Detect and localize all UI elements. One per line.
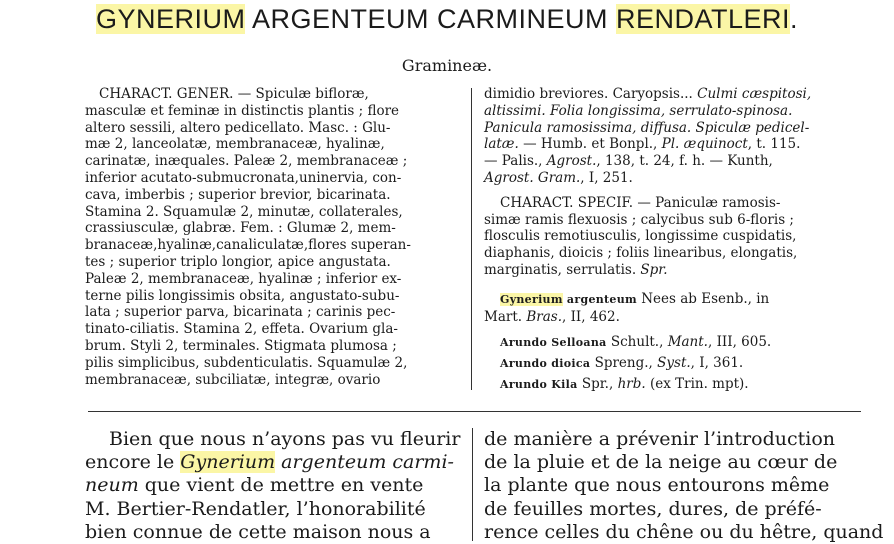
text-run-italic: neum bbox=[85, 474, 139, 497]
synonym-ref: , I, 361. bbox=[690, 355, 744, 372]
title-cultivar: RENDATLERI bbox=[616, 4, 791, 34]
text-line: mæ 2, lanceolatæ, membranaceæ, hyalinæ, bbox=[85, 136, 385, 153]
synonym-author: Mart. bbox=[484, 308, 527, 325]
text-line bbox=[484, 136, 862, 153]
text-line: lata ; superior parva, bicarinata ; carinis pec- bbox=[85, 304, 396, 321]
text-line bbox=[85, 474, 465, 497]
synonym-line bbox=[484, 309, 862, 326]
text-line: bien connue de cette maison nous a bbox=[85, 520, 431, 543]
text-line bbox=[484, 153, 862, 170]
text-line bbox=[484, 262, 862, 279]
text-line: la plante que nous entourons même bbox=[484, 474, 830, 497]
text-line bbox=[484, 103, 862, 120]
text-line: de manière a prévenir l’introduction bbox=[484, 428, 835, 450]
synonym-ref: (ex Trin. mpt). bbox=[645, 375, 749, 392]
synonym-ref: , II, 462. bbox=[562, 308, 620, 325]
text-line: crassiusculæ, glabræ. Fem. : Glumæ 2, mem- bbox=[85, 220, 396, 237]
title-species: ARGENTEUM CARMINEUM bbox=[245, 4, 616, 34]
text-line: cava, imberbis ; superior brevior, bicarinata. bbox=[85, 186, 391, 203]
text-line: CHARACT. SPECIF. — Paniculæ ramosis- bbox=[500, 194, 781, 211]
citation-work: Agrost. Gram. bbox=[484, 169, 581, 186]
family-name: Gramineæ. bbox=[401, 56, 493, 75]
text-line: terne pilis longissimis obsita, angustato-subu- bbox=[85, 287, 400, 304]
text-run: marginatis, serrulatis. bbox=[484, 261, 641, 278]
text-line: Paleæ 2, membranaceæ, hyalinæ ; inferior ex- bbox=[85, 270, 402, 287]
text-line bbox=[484, 170, 862, 187]
text-run-italic: argenteum carmi- bbox=[275, 451, 454, 474]
citation-author: — Humb. et Bonpl., bbox=[518, 136, 662, 153]
text-line: simæ ramis ﬂexuosis ; calycibus sub 6-ﬂoris ; bbox=[484, 211, 794, 228]
text-line: carinatæ, inæquales. Paleæ 2, membranaceæ ; bbox=[85, 153, 408, 170]
text-line: masculæ et feminæ in distinctis plantis ; ﬂore bbox=[85, 102, 400, 119]
synonym-author: Spr., bbox=[577, 375, 618, 392]
citation-ref: , 138, t. 24, f. h. — Kunth, bbox=[596, 153, 773, 170]
synonym-line bbox=[484, 355, 862, 373]
synonym-line bbox=[484, 376, 862, 394]
title-genus: GYNERIUM bbox=[95, 4, 246, 34]
citation-ref: , I, 251. bbox=[580, 169, 633, 186]
text-run: encore le bbox=[85, 451, 181, 474]
text-line bbox=[85, 451, 465, 474]
generic-characters-column bbox=[85, 86, 461, 388]
synonym-name: Arundo dioica bbox=[500, 357, 591, 371]
citation-ref: , t. 115. bbox=[747, 136, 801, 153]
synonym-author: Schult., bbox=[606, 334, 668, 351]
synonym-line bbox=[484, 291, 862, 309]
citation-work: Agrost. bbox=[546, 153, 597, 170]
text-run-italic: Culmi cæspitosi, bbox=[697, 86, 812, 102]
synonym-work: hrb. bbox=[617, 375, 646, 392]
citation-work: Pl. æquinoct bbox=[661, 136, 748, 153]
citation-author: Spr. bbox=[640, 261, 668, 278]
text-line: M. Bertier-Rendatler, l’honorabilité bbox=[85, 497, 426, 520]
text-line: ﬂosculis remotiusculis, longissime cuspidatis, bbox=[484, 228, 797, 245]
text-line bbox=[484, 120, 862, 137]
text-line: de la pluie et de la neige au cœur de bbox=[484, 451, 838, 474]
text-line: tinato-ciliatis. Stamina 2, effeta. Ovarium gla- bbox=[85, 321, 398, 338]
text-line: branaceæ,hyalinæ,canaliculatæ,ﬂores superan- bbox=[85, 237, 411, 254]
section-divider bbox=[88, 411, 861, 412]
synonym-work: Mant. bbox=[667, 334, 708, 351]
synonym-work: Bras. bbox=[526, 308, 562, 325]
text-line: tes ; superior triplo longior, apice angustata. bbox=[85, 253, 391, 270]
text-run-italic: latæ. bbox=[484, 136, 519, 153]
synonym-author: Nees ab Esenb., in bbox=[636, 290, 770, 307]
body-text-left bbox=[85, 428, 465, 544]
text-line: Bien que nous n’ayons pas vu ﬂeurir bbox=[109, 428, 461, 450]
text-line: brum. Styli 2, terminales. Stigmata plumosa ; bbox=[85, 337, 397, 354]
synonym-epithet: argenteum bbox=[562, 292, 637, 306]
text-run: dimidio breviores. Caryopsis... bbox=[484, 86, 698, 102]
text-line: pilis simplicibus, subdenticulatis. Squamulæ 2, bbox=[85, 354, 408, 371]
citation-author: — Palis., bbox=[484, 153, 547, 170]
text-line: inferior acutato-submucronata,uninervia, con- bbox=[85, 169, 402, 186]
title-period: . bbox=[790, 4, 799, 34]
synonym-genus: Gynerium bbox=[500, 292, 563, 306]
text-line: membranaceæ, subciliatæ, integræ, ovario bbox=[85, 371, 381, 388]
text-run: que vient de mettre en vente bbox=[138, 474, 424, 497]
text-run-italic: Panicula ramosissima, diffusa. Spiculæ pedicel- bbox=[484, 119, 810, 136]
highlighted-genus: Gynerium bbox=[180, 451, 276, 474]
synonym-work: Syst. bbox=[657, 355, 691, 372]
specific-characters-column bbox=[484, 86, 862, 394]
synonym-name: Arundo Kila bbox=[500, 377, 578, 391]
column-divider bbox=[472, 428, 473, 541]
page-title bbox=[0, 4, 894, 35]
synonym-name: Arundo Selloana bbox=[500, 336, 607, 350]
text-line: rence celles du chêne ou du hêtre, quand bbox=[484, 520, 884, 543]
synonym-author: Spreng., bbox=[590, 355, 658, 372]
text-run-italic: altissimi. Folia longissima, serrulato-spinosa. bbox=[484, 102, 793, 119]
text-line bbox=[484, 86, 862, 103]
text-line: Stamina 2. Squamulæ 2, minutæ, collaterales, bbox=[85, 203, 403, 220]
synonym-line bbox=[484, 334, 862, 352]
body-text-right bbox=[484, 428, 884, 544]
text-line: diaphanis, dioicis ; foliis linearibus, elongatis, bbox=[484, 245, 798, 262]
text-line: altero sessili, altero pedicellato. Masc. : Glu- bbox=[85, 119, 391, 136]
text-line: CHARACT. GENER. — Spiculæ biﬂoræ, bbox=[99, 86, 369, 102]
column-divider bbox=[471, 88, 472, 390]
text-line: de feuilles mortes, dures, de préfé- bbox=[484, 497, 822, 520]
synonym-ref: , III, 605. bbox=[707, 334, 772, 351]
